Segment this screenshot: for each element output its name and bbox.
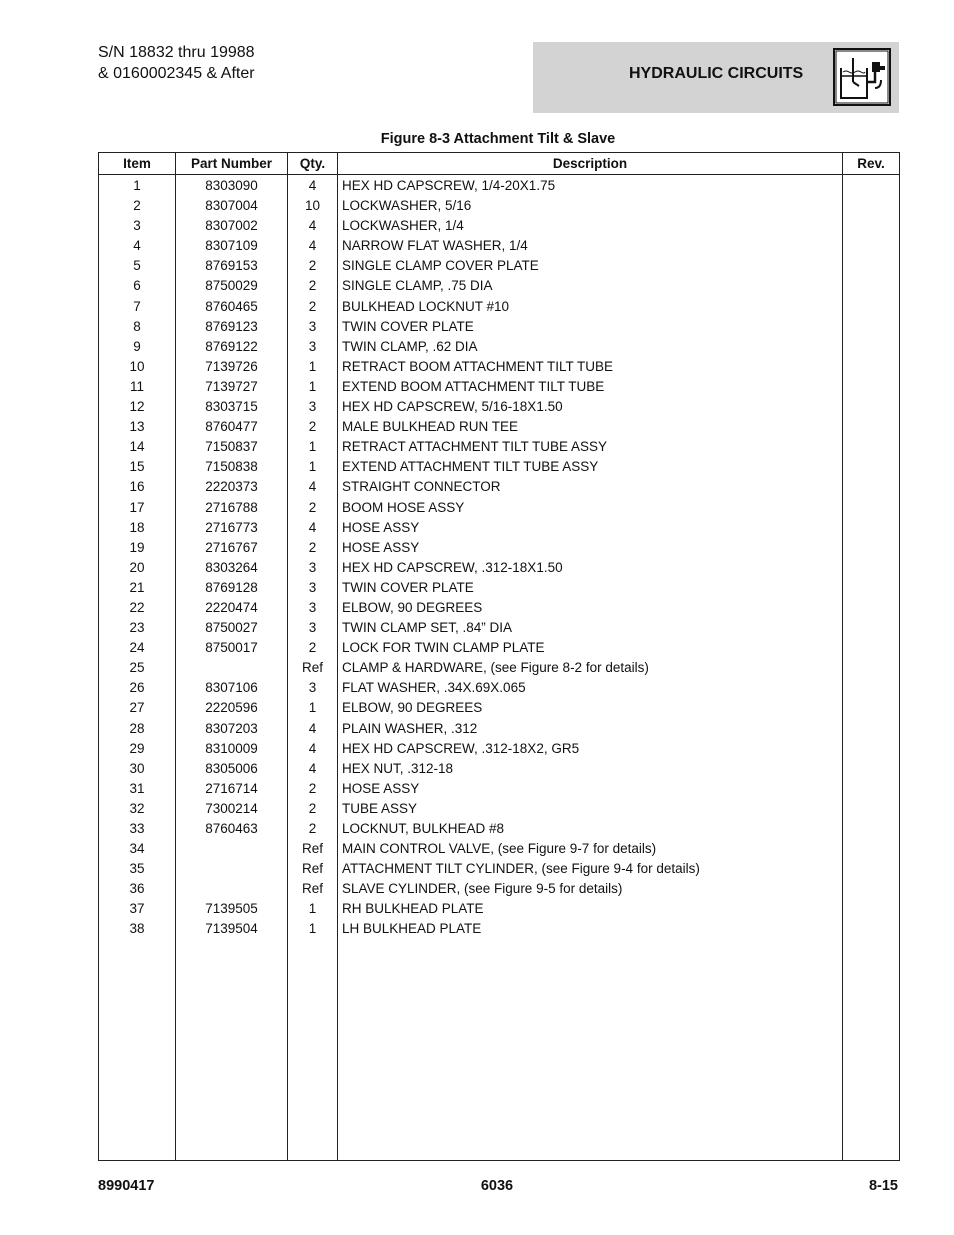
footer-manual-number: 8990417 bbox=[98, 1178, 155, 1194]
cell-description: HEX HD CAPSCREW, 1/4-20X1.75 bbox=[338, 175, 843, 197]
cell-rev bbox=[843, 719, 900, 739]
cell-description: HEX HD CAPSCREW, 5/16-18X1.50 bbox=[338, 397, 843, 417]
cell-part-number: 8303715 bbox=[176, 397, 288, 417]
serial-number-block bbox=[98, 42, 255, 84]
cell-part-number bbox=[176, 658, 288, 678]
table-row bbox=[99, 518, 900, 538]
col-header-item: Item bbox=[99, 153, 176, 175]
figure-title: Figure 8-3 Attachment Tilt & Slave bbox=[380, 131, 616, 147]
cell-item: 25 bbox=[99, 658, 176, 678]
cell-qty: 2 bbox=[288, 638, 338, 658]
cell-rev bbox=[843, 175, 900, 197]
cell-qty: 4 bbox=[288, 216, 338, 236]
cell-part-number: 8307002 bbox=[176, 216, 288, 236]
cell-part-number: 2220474 bbox=[176, 598, 288, 618]
table-row bbox=[99, 839, 900, 859]
cell-qty: 4 bbox=[288, 477, 338, 497]
cell-item: 29 bbox=[99, 739, 176, 759]
cell-description: CLAMP & HARDWARE, (see Figure 8-2 for details) bbox=[338, 658, 843, 678]
cell-item: 2 bbox=[99, 196, 176, 216]
table-row bbox=[99, 698, 900, 718]
cell-qty: 10 bbox=[288, 196, 338, 216]
cell-description: TWIN COVER PLATE bbox=[338, 578, 843, 598]
table-row bbox=[99, 216, 900, 236]
cell-part-number: 8769122 bbox=[176, 337, 288, 357]
empty-cell bbox=[843, 940, 900, 1161]
cell-description: MAIN CONTROL VALVE, (see Figure 9-7 for details) bbox=[338, 839, 843, 859]
table-row bbox=[99, 357, 900, 377]
table-row bbox=[99, 799, 900, 819]
table-header-row bbox=[99, 153, 900, 175]
cell-description: RH BULKHEAD PLATE bbox=[338, 899, 843, 919]
table-row bbox=[99, 598, 900, 618]
serial-line-1: S/N 18832 thru 19988 bbox=[98, 44, 255, 61]
cell-part-number: 7300214 bbox=[176, 799, 288, 819]
cell-part-number: 8310009 bbox=[176, 739, 288, 759]
cell-part-number: 8750017 bbox=[176, 638, 288, 658]
cell-qty: 2 bbox=[288, 276, 338, 296]
cell-description: ELBOW, 90 DEGREES bbox=[338, 698, 843, 718]
cell-item: 23 bbox=[99, 618, 176, 638]
cell-part-number: 8769153 bbox=[176, 256, 288, 276]
cell-item: 35 bbox=[99, 859, 176, 879]
cell-item: 14 bbox=[99, 437, 176, 457]
cell-rev bbox=[843, 658, 900, 678]
cell-item: 28 bbox=[99, 719, 176, 739]
cell-description: HEX HD CAPSCREW, .312-18X2, GR5 bbox=[338, 739, 843, 759]
cell-description: TUBE ASSY bbox=[338, 799, 843, 819]
parts-table-body bbox=[99, 175, 900, 1161]
col-header-rev: Rev. bbox=[843, 153, 900, 175]
cell-qty: 1 bbox=[288, 919, 338, 939]
table-row bbox=[99, 276, 900, 296]
cell-description: LOCKNUT, BULKHEAD #8 bbox=[338, 819, 843, 839]
cell-rev bbox=[843, 397, 900, 417]
cell-description: TWIN COVER PLATE bbox=[338, 317, 843, 337]
table-row bbox=[99, 859, 900, 879]
cell-rev bbox=[843, 578, 900, 598]
col-header-part-number: Part Number bbox=[176, 153, 288, 175]
cell-item: 10 bbox=[99, 357, 176, 377]
cell-description: PLAIN WASHER, .312 bbox=[338, 719, 843, 739]
table-row bbox=[99, 819, 900, 839]
table-filler-row bbox=[99, 940, 900, 1161]
table-row bbox=[99, 297, 900, 317]
cell-part-number: 8760465 bbox=[176, 297, 288, 317]
table-row bbox=[99, 719, 900, 739]
cell-rev bbox=[843, 638, 900, 658]
cell-qty: 3 bbox=[288, 317, 338, 337]
cell-qty: 4 bbox=[288, 236, 338, 256]
cell-rev bbox=[843, 678, 900, 698]
cell-rev bbox=[843, 518, 900, 538]
cell-rev bbox=[843, 558, 900, 578]
cell-qty: 4 bbox=[288, 175, 338, 197]
cell-item: 19 bbox=[99, 538, 176, 558]
cell-item: 18 bbox=[99, 518, 176, 538]
cell-qty: 3 bbox=[288, 678, 338, 698]
cell-qty: 2 bbox=[288, 779, 338, 799]
cell-rev bbox=[843, 759, 900, 779]
table-row bbox=[99, 538, 900, 558]
cell-item: 27 bbox=[99, 698, 176, 718]
cell-part-number: 8760463 bbox=[176, 819, 288, 839]
table-row bbox=[99, 558, 900, 578]
empty-cell bbox=[338, 940, 843, 1161]
cell-qty: 3 bbox=[288, 598, 338, 618]
cell-part-number: 2716773 bbox=[176, 518, 288, 538]
cell-description: BULKHEAD LOCKNUT #10 bbox=[338, 297, 843, 317]
cell-qty: 1 bbox=[288, 437, 338, 457]
cell-item: 26 bbox=[99, 678, 176, 698]
cell-description: HEX NUT, .312-18 bbox=[338, 759, 843, 779]
table-row bbox=[99, 477, 900, 497]
table-row bbox=[99, 759, 900, 779]
cell-qty: 2 bbox=[288, 538, 338, 558]
cell-part-number: 2716767 bbox=[176, 538, 288, 558]
cell-rev bbox=[843, 437, 900, 457]
table-row bbox=[99, 236, 900, 256]
serial-line-2: & 0160002345 & After bbox=[98, 65, 255, 82]
cell-rev bbox=[843, 919, 900, 939]
table-row bbox=[99, 658, 900, 678]
cell-description: SINGLE CLAMP COVER PLATE bbox=[338, 256, 843, 276]
cell-rev bbox=[843, 598, 900, 618]
cell-item: 11 bbox=[99, 377, 176, 397]
table-row bbox=[99, 498, 900, 518]
cell-rev bbox=[843, 739, 900, 759]
cell-item: 3 bbox=[99, 216, 176, 236]
cell-part-number: 2716714 bbox=[176, 779, 288, 799]
cell-part-number: 8769128 bbox=[176, 578, 288, 598]
cell-part-number: 7150837 bbox=[176, 437, 288, 457]
table-row bbox=[99, 779, 900, 799]
cell-rev bbox=[843, 417, 900, 437]
cell-rev bbox=[843, 317, 900, 337]
cell-qty: 3 bbox=[288, 618, 338, 638]
cell-part-number: 8769123 bbox=[176, 317, 288, 337]
cell-rev bbox=[843, 256, 900, 276]
cell-qty: 2 bbox=[288, 297, 338, 317]
cell-part-number bbox=[176, 859, 288, 879]
cell-part-number: 2220596 bbox=[176, 698, 288, 718]
cell-part-number: 8750029 bbox=[176, 276, 288, 296]
cell-description: EXTEND BOOM ATTACHMENT TILT TUBE bbox=[338, 377, 843, 397]
cell-item: 1 bbox=[99, 175, 176, 197]
cell-item: 4 bbox=[99, 236, 176, 256]
cell-rev bbox=[843, 819, 900, 839]
cell-rev bbox=[843, 477, 900, 497]
cell-part-number bbox=[176, 839, 288, 859]
cell-part-number: 2716788 bbox=[176, 498, 288, 518]
cell-rev bbox=[843, 859, 900, 879]
cell-description: TWIN CLAMP SET, .84” DIA bbox=[338, 618, 843, 638]
table-row bbox=[99, 678, 900, 698]
col-header-qty: Qty. bbox=[288, 153, 338, 175]
table-row bbox=[99, 638, 900, 658]
table-row bbox=[99, 256, 900, 276]
cell-part-number: 8307109 bbox=[176, 236, 288, 256]
cell-rev bbox=[843, 196, 900, 216]
cell-item: 16 bbox=[99, 477, 176, 497]
cell-rev bbox=[843, 879, 900, 899]
cell-description: ELBOW, 90 DEGREES bbox=[338, 598, 843, 618]
cell-item: 12 bbox=[99, 397, 176, 417]
cell-description: HOSE ASSY bbox=[338, 779, 843, 799]
table-row bbox=[99, 196, 900, 216]
cell-qty: 3 bbox=[288, 397, 338, 417]
cell-description: NARROW FLAT WASHER, 1/4 bbox=[338, 236, 843, 256]
cell-item: 38 bbox=[99, 919, 176, 939]
cell-description: SLAVE CYLINDER, (see Figure 9-5 for details) bbox=[338, 879, 843, 899]
cell-rev bbox=[843, 779, 900, 799]
cell-qty: 3 bbox=[288, 578, 338, 598]
cell-part-number: 8307004 bbox=[176, 196, 288, 216]
cell-qty: 4 bbox=[288, 739, 338, 759]
cell-description: TWIN CLAMP, .62 DIA bbox=[338, 337, 843, 357]
cell-item: 5 bbox=[99, 256, 176, 276]
cell-item: 9 bbox=[99, 337, 176, 357]
cell-qty: 2 bbox=[288, 819, 338, 839]
cell-qty: 1 bbox=[288, 899, 338, 919]
cell-rev bbox=[843, 216, 900, 236]
cell-rev bbox=[843, 457, 900, 477]
cell-part-number bbox=[176, 879, 288, 899]
cell-item: 33 bbox=[99, 819, 176, 839]
cell-item: 8 bbox=[99, 317, 176, 337]
cell-part-number: 7139727 bbox=[176, 377, 288, 397]
cell-description: LH BULKHEAD PLATE bbox=[338, 919, 843, 939]
cell-qty: 3 bbox=[288, 558, 338, 578]
empty-cell bbox=[176, 940, 288, 1161]
cell-rev bbox=[843, 698, 900, 718]
cell-part-number: 7139505 bbox=[176, 899, 288, 919]
cell-description: EXTEND ATTACHMENT TILT TUBE ASSY bbox=[338, 457, 843, 477]
cell-qty: 1 bbox=[288, 698, 338, 718]
table-row bbox=[99, 337, 900, 357]
cell-part-number: 2220373 bbox=[176, 477, 288, 497]
cell-rev bbox=[843, 337, 900, 357]
parts-table bbox=[98, 152, 900, 1161]
cell-part-number: 8303264 bbox=[176, 558, 288, 578]
cell-description: LOCKWASHER, 5/16 bbox=[338, 196, 843, 216]
section-banner bbox=[533, 42, 899, 113]
table-row bbox=[99, 175, 900, 197]
cell-qty: Ref bbox=[288, 839, 338, 859]
cell-item: 31 bbox=[99, 779, 176, 799]
cell-description: HOSE ASSY bbox=[338, 518, 843, 538]
cell-item: 21 bbox=[99, 578, 176, 598]
cell-rev bbox=[843, 357, 900, 377]
cell-description: STRAIGHT CONNECTOR bbox=[338, 477, 843, 497]
cell-qty: 4 bbox=[288, 518, 338, 538]
cell-rev bbox=[843, 618, 900, 638]
cell-part-number: 8305006 bbox=[176, 759, 288, 779]
cell-rev bbox=[843, 538, 900, 558]
cell-part-number: 7150838 bbox=[176, 457, 288, 477]
table-row bbox=[99, 377, 900, 397]
cell-description: SINGLE CLAMP, .75 DIA bbox=[338, 276, 843, 296]
cell-part-number: 8760477 bbox=[176, 417, 288, 437]
table-row bbox=[99, 397, 900, 417]
cell-description: RETRACT BOOM ATTACHMENT TILT TUBE bbox=[338, 357, 843, 377]
footer-model: 6036 bbox=[480, 1178, 514, 1194]
cell-item: 6 bbox=[99, 276, 176, 296]
cell-qty: 2 bbox=[288, 256, 338, 276]
table-row bbox=[99, 618, 900, 638]
cell-item: 20 bbox=[99, 558, 176, 578]
cell-qty: Ref bbox=[288, 658, 338, 678]
cell-rev bbox=[843, 236, 900, 256]
table-row bbox=[99, 578, 900, 598]
cell-item: 36 bbox=[99, 879, 176, 899]
cell-description: MALE BULKHEAD RUN TEE bbox=[338, 417, 843, 437]
cell-part-number: 7139504 bbox=[176, 919, 288, 939]
cell-item: 32 bbox=[99, 799, 176, 819]
cell-description: LOCKWASHER, 1/4 bbox=[338, 216, 843, 236]
cell-item: 15 bbox=[99, 457, 176, 477]
cell-description: LOCK FOR TWIN CLAMP PLATE bbox=[338, 638, 843, 658]
table-row bbox=[99, 437, 900, 457]
cell-qty: 4 bbox=[288, 719, 338, 739]
cell-item: 17 bbox=[99, 498, 176, 518]
cell-part-number: 8307203 bbox=[176, 719, 288, 739]
table-row bbox=[99, 919, 900, 939]
cell-qty: 2 bbox=[288, 498, 338, 518]
cell-rev bbox=[843, 297, 900, 317]
cell-qty: 1 bbox=[288, 457, 338, 477]
cell-qty: 4 bbox=[288, 759, 338, 779]
cell-rev bbox=[843, 839, 900, 859]
cell-qty: 2 bbox=[288, 417, 338, 437]
cell-rev bbox=[843, 899, 900, 919]
cell-part-number: 8307106 bbox=[176, 678, 288, 698]
cell-item: 22 bbox=[99, 598, 176, 618]
table-row bbox=[99, 739, 900, 759]
section-title: HYDRAULIC CIRCUITS bbox=[629, 65, 804, 82]
table-row bbox=[99, 417, 900, 437]
table-row bbox=[99, 899, 900, 919]
col-header-description: Description bbox=[338, 153, 843, 175]
cell-part-number: 7139726 bbox=[176, 357, 288, 377]
cell-description: RETRACT ATTACHMENT TILT TUBE ASSY bbox=[338, 437, 843, 457]
cell-part-number: 8750027 bbox=[176, 618, 288, 638]
cell-description: HOSE ASSY bbox=[338, 538, 843, 558]
table-row bbox=[99, 457, 900, 477]
footer-page-number: 8-15 bbox=[868, 1178, 898, 1194]
cell-description: FLAT WASHER, .34X.69X.065 bbox=[338, 678, 843, 698]
cell-item: 7 bbox=[99, 297, 176, 317]
cell-rev bbox=[843, 498, 900, 518]
cell-qty: Ref bbox=[288, 859, 338, 879]
cell-qty: Ref bbox=[288, 879, 338, 899]
cell-item: 24 bbox=[99, 638, 176, 658]
cell-description: BOOM HOSE ASSY bbox=[338, 498, 843, 518]
cell-description: ATTACHMENT TILT CYLINDER, (see Figure 9-4 for details) bbox=[338, 859, 843, 879]
cell-rev bbox=[843, 276, 900, 296]
cell-item: 30 bbox=[99, 759, 176, 779]
cell-item: 37 bbox=[99, 899, 176, 919]
cell-qty: 3 bbox=[288, 337, 338, 357]
hydraulic-circuit-icon bbox=[833, 48, 891, 106]
empty-cell bbox=[99, 940, 176, 1161]
cell-item: 13 bbox=[99, 417, 176, 437]
cell-qty: 1 bbox=[288, 377, 338, 397]
table-row bbox=[99, 317, 900, 337]
table-row bbox=[99, 879, 900, 899]
empty-cell bbox=[288, 940, 338, 1161]
cell-item: 34 bbox=[99, 839, 176, 859]
cell-rev bbox=[843, 377, 900, 397]
cell-rev bbox=[843, 799, 900, 819]
cell-qty: 1 bbox=[288, 357, 338, 377]
cell-description: HEX HD CAPSCREW, .312-18X1.50 bbox=[338, 558, 843, 578]
cell-qty: 2 bbox=[288, 799, 338, 819]
cell-part-number: 8303090 bbox=[176, 175, 288, 197]
